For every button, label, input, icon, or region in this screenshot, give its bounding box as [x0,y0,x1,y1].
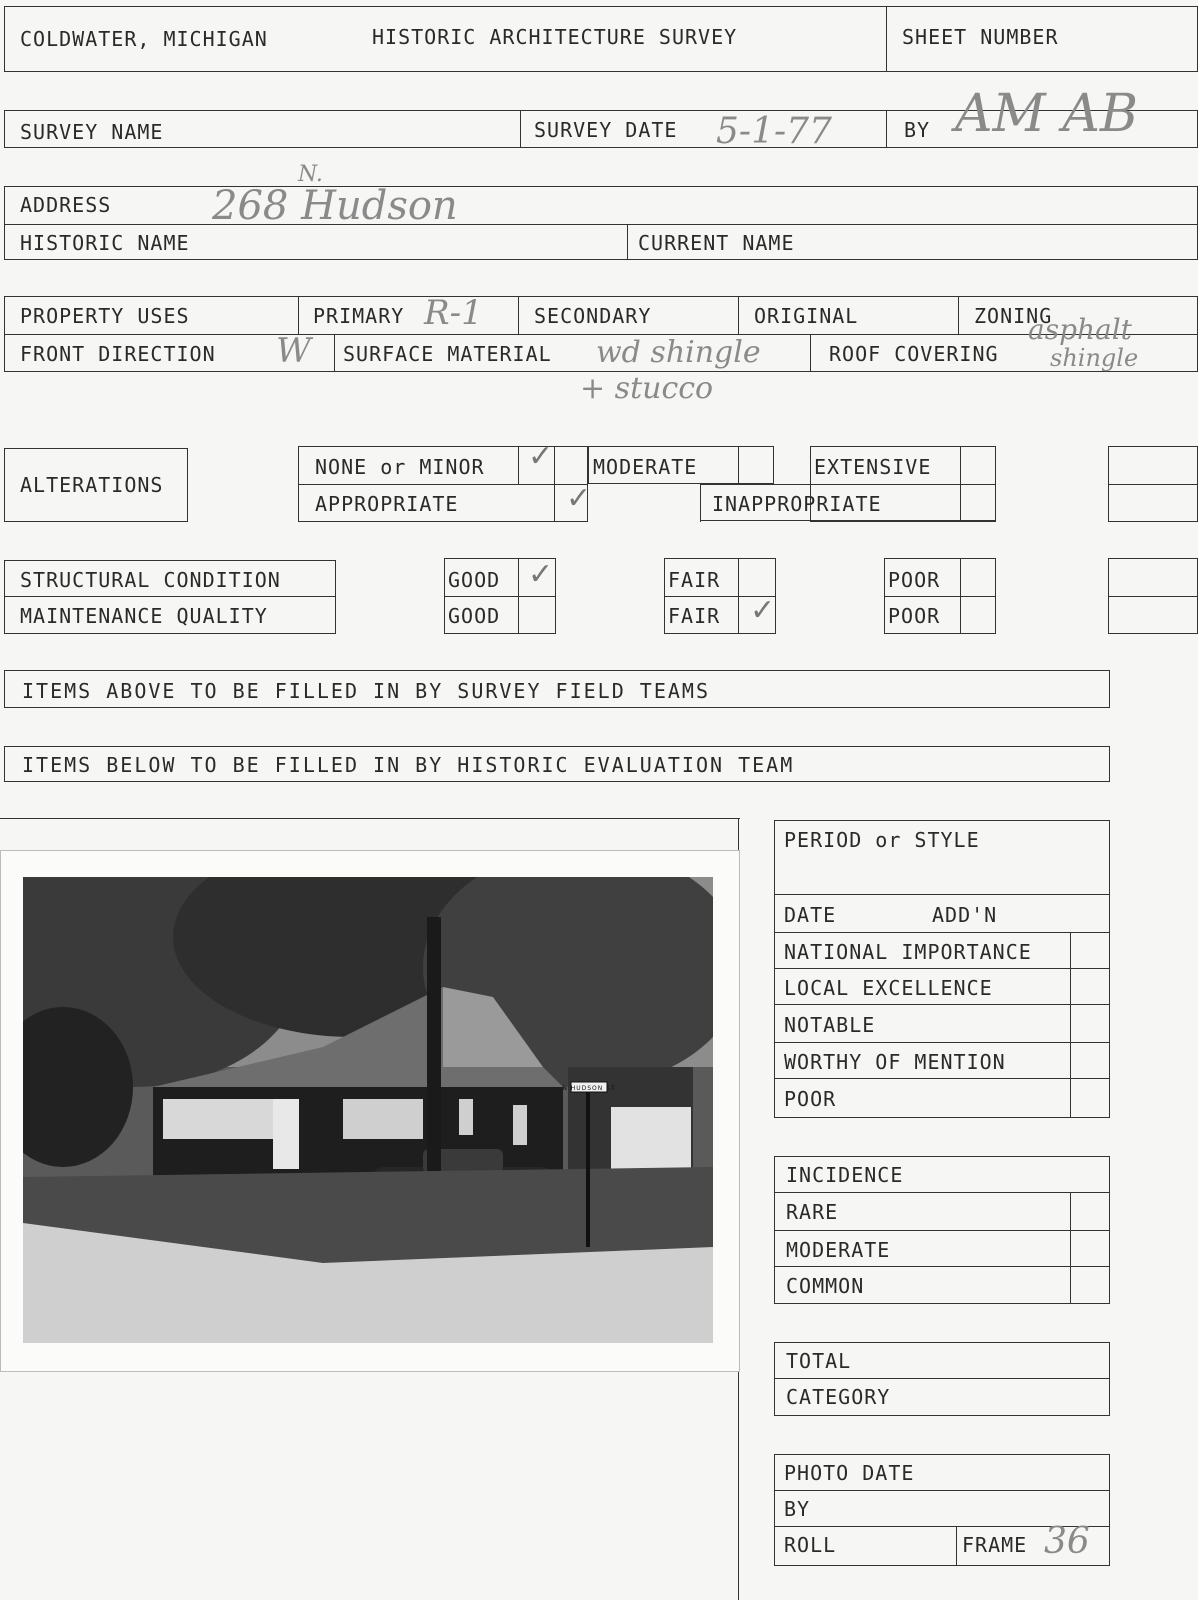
current-name-label: CURRENT NAME [638,231,795,255]
good-line [444,596,556,597]
good-check-divider [518,558,519,634]
surface-material-value-2: + stucco [580,371,714,406]
front-direction-value: W [276,331,311,371]
survey-date-label: SURVEY DATE [534,118,678,142]
structural-fair-label: FAIR [668,568,721,592]
eval-line-5 [774,1042,1110,1043]
none-minor-label: NONE or MINOR [315,455,485,479]
address-row-line [4,224,1198,225]
primary-value: R-1 [424,293,483,333]
alterations-left-line [298,484,588,485]
date-label: DATE [784,903,837,927]
incidence-score-divider [1070,1192,1071,1304]
header-divider [886,6,887,72]
historic-name-label: HISTORIC NAME [20,231,190,255]
maintenance-good-label: GOOD [448,604,501,628]
extensive-label: EXTENSIVE [814,455,932,479]
rare-label: RARE [786,1200,839,1224]
moderate-label: MODERATE [593,455,698,479]
front-direction-label: FRONT DIRECTION [20,342,216,366]
total-line [774,1378,1110,1379]
survey-divider-2 [886,110,887,148]
roof-covering-value-1: asphalt [1028,313,1132,346]
appropriate-check-divider [554,446,555,522]
eval-line-2 [774,932,1110,933]
notes-below: ITEMS BELOW TO BE FILLED IN BY HISTORIC EVALUATION TEAM [22,753,795,777]
inappropriate-line [700,484,996,485]
eval-line-6 [774,1078,1110,1079]
condition-label-line [4,596,336,597]
secondary-label: SECONDARY [534,304,652,328]
structural-good-label: GOOD [448,568,501,592]
sheet-number-label: SHEET NUMBER [902,25,1059,49]
photo-date-label: PHOTO DATE [784,1461,915,1485]
by-label: BY [904,118,931,142]
survey-divider-1 [520,110,521,148]
fair-check-divider [738,558,739,634]
structural-condition-label: STRUCTURAL CONDITION [20,568,281,592]
moderate-check-divider [738,446,739,484]
house-photo [0,850,740,1372]
eval-line-4 [774,1004,1110,1005]
local-excellence-label: LOCAL EXCELLENCE [784,976,993,1000]
roof-covering-label: ROOF COVERING [829,342,999,366]
roll-frame-divider [956,1526,957,1566]
structural-poor-label: POOR [888,568,941,592]
worthy-of-mention-label: WORTHY OF MENTION [784,1050,1006,1074]
property-divider-d [958,296,959,334]
alterations-side-line [1108,484,1198,485]
notes-above: ITEMS ABOVE TO BE FILLED IN BY SURVEY FIELD TEAMS [22,679,711,703]
incidence-line-3 [774,1266,1110,1267]
period-style-label: PERIOD or STYLE [784,828,980,852]
appropriate-label: APPROPRIATE [315,492,459,516]
maintenance-poor-label: POOR [888,604,941,628]
property-divider-c [738,296,739,334]
inappropriate-left-edge [700,484,701,522]
inappropriate-label: INAPPROPRIATE [712,492,882,516]
property-divider-f [810,334,811,372]
eval-score-divider [1070,932,1071,1118]
survey-title: HISTORIC ARCHITECTURE SURVEY [372,25,738,49]
poor-check-divider [960,558,961,634]
surface-material-label: SURFACE MATERIAL [343,342,552,366]
incidence-line-2 [774,1230,1110,1231]
photo-by-label: BY [784,1497,811,1521]
incidence-line-1 [774,1192,1110,1193]
inappropriate-bottom [700,520,996,521]
house-photo-image [23,877,713,1343]
property-divider-b [518,296,519,334]
structural-good-checkmark-icon: ✓ [528,557,555,592]
national-importance-label: NATIONAL IMPORTANCE [784,940,1032,964]
alterations-label: ALTERATIONS [20,473,164,497]
none-minor-check-divider [518,446,519,484]
street-sign-text: N HUDSON ST [562,1085,616,1092]
total-label: TOTAL [786,1349,852,1373]
poor-line [884,596,996,597]
eval-poor-label: POOR [784,1087,837,1111]
roll-label: ROLL [784,1533,837,1557]
city-title: COLDWATER, MICHIGAN [20,27,268,51]
property-uses-label: PROPERTY USES [20,304,190,328]
maintenance-quality-label: MAINTENANCE QUALITY [20,604,268,628]
by-value: AM AB [955,84,1139,144]
surface-material-value-1: wd shingle [596,335,761,370]
addn-label: ADD'N [932,903,998,927]
address-value: 268 Hudson [212,183,458,229]
frame-value: 36 [1044,1521,1090,1562]
eval-line-1 [774,894,1110,895]
photo-info-line-1 [774,1490,1110,1491]
property-divider-a [298,296,299,334]
condition-side-line [1108,596,1198,597]
survey-name-label: SURVEY NAME [20,120,164,144]
property-divider-e [334,334,335,372]
incidence-label: INCIDENCE [786,1163,904,1187]
maintenance-fair-checkmark-icon: ✓ [750,593,777,628]
zoning-label: ZONING [974,304,1053,328]
original-label: ORIGINAL [754,304,859,328]
appropriate-checkmark-icon: ✓ [566,481,593,516]
address-prefix: N. [298,162,323,187]
survey-date-value: 5-1-77 [716,111,832,152]
notable-label: NOTABLE [784,1013,876,1037]
name-divider [627,224,628,260]
photo-area-top [0,818,740,819]
category-label: CATEGORY [786,1385,891,1409]
address-label: ADDRESS [20,193,112,217]
roof-covering-value-2: shingle [1050,344,1139,372]
common-label: COMMON [786,1274,865,1298]
incidence-moderate-label: MODERATE [786,1238,891,1262]
maintenance-fair-label: FAIR [668,604,721,628]
eval-line-3 [774,968,1110,969]
primary-label: PRIMARY [313,304,405,328]
frame-label: FRAME [962,1533,1028,1557]
none-minor-checkmark-icon: ✓ [528,439,555,474]
